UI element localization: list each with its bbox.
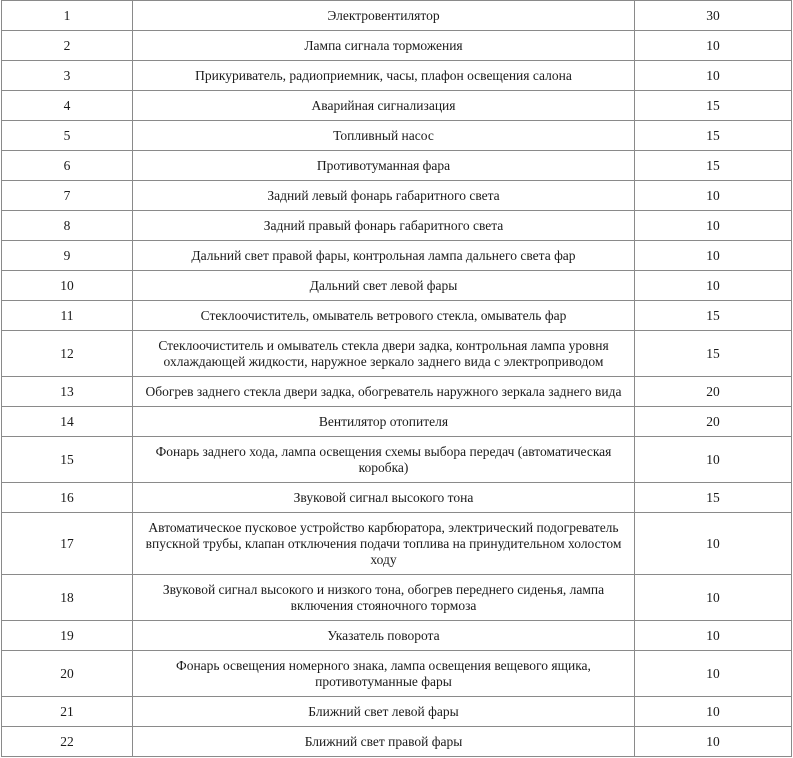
fuse-description: Прикуриватель, радиоприемник, часы, плафон освещения салона <box>133 61 635 91</box>
fuse-number: 5 <box>2 121 133 151</box>
table-row <box>2 483 792 513</box>
fuse-number: 12 <box>2 331 133 377</box>
fuse-description: Вентилятор отопителя <box>133 407 635 437</box>
fuse-rating: 30 <box>635 1 792 31</box>
fuse-number: 13 <box>2 377 133 407</box>
fuse-rating: 10 <box>635 211 792 241</box>
fuse-description: Автоматическое пусковое устройство карбюратора, электрический подогреватель впускной трубы, клапан отключения подачи топлива на принудительном холостом ходу <box>133 513 635 575</box>
table-row <box>2 61 792 91</box>
fuse-rating: 10 <box>635 651 792 697</box>
table-row <box>2 651 792 697</box>
fuse-rating: 15 <box>635 91 792 121</box>
table-row <box>2 575 792 621</box>
fuse-rating: 10 <box>635 271 792 301</box>
fuse-number: 3 <box>2 61 133 91</box>
fuse-rating: 10 <box>635 31 792 61</box>
fuse-number: 16 <box>2 483 133 513</box>
fuse-rating: 10 <box>635 513 792 575</box>
fuse-rating: 15 <box>635 331 792 377</box>
fuse-rating: 10 <box>635 61 792 91</box>
fuse-description: Фонарь заднего хода, лампа освещения схемы выбора передач (автоматическая коробка) <box>133 437 635 483</box>
fuse-description: Звуковой сигнал высокого тона <box>133 483 635 513</box>
fuse-description: Указатель поворота <box>133 621 635 651</box>
fuse-description: Электровентилятор <box>133 1 635 31</box>
fuse-description: Обогрев заднего стекла двери задка, обогреватель наружного зеркала заднего вида <box>133 377 635 407</box>
fuse-number: 8 <box>2 211 133 241</box>
table-row <box>2 727 792 757</box>
fuse-number: 18 <box>2 575 133 621</box>
table-row <box>2 1 792 31</box>
fuse-description: Задний левый фонарь габаритного света <box>133 181 635 211</box>
table-row <box>2 437 792 483</box>
table-row <box>2 513 792 575</box>
table-row <box>2 31 792 61</box>
fuse-rating: 10 <box>635 697 792 727</box>
table-row <box>2 621 792 651</box>
fuse-description: Звуковой сигнал высокого и низкого тона, обогрев переднего сиденья, лампа включения стояночного тормоза <box>133 575 635 621</box>
fuse-description: Противотуманная фара <box>133 151 635 181</box>
fuse-description: Аварийная сигнализация <box>133 91 635 121</box>
table-row <box>2 151 792 181</box>
fuse-number: 11 <box>2 301 133 331</box>
fuse-number: 21 <box>2 697 133 727</box>
table-row <box>2 211 792 241</box>
fuse-description: Лампа сигнала торможения <box>133 31 635 61</box>
fuse-table <box>1 0 792 757</box>
fuse-rating: 15 <box>635 151 792 181</box>
fuse-description: Дальний свет левой фары <box>133 271 635 301</box>
table-row <box>2 301 792 331</box>
fuse-rating: 20 <box>635 407 792 437</box>
fuse-rating: 10 <box>635 181 792 211</box>
table-row <box>2 377 792 407</box>
table-row <box>2 91 792 121</box>
fuse-number: 14 <box>2 407 133 437</box>
fuse-description: Стеклоочиститель, омыватель ветрового стекла, омыватель фар <box>133 301 635 331</box>
fuse-description: Фонарь освещения номерного знака, лампа освещения вещевого ящика, противотуманные фары <box>133 651 635 697</box>
table-row <box>2 181 792 211</box>
fuse-rating: 10 <box>635 241 792 271</box>
table-row <box>2 407 792 437</box>
fuse-number: 1 <box>2 1 133 31</box>
fuse-rating: 15 <box>635 121 792 151</box>
fuse-rating: 15 <box>635 301 792 331</box>
fuse-number: 17 <box>2 513 133 575</box>
fuse-number: 10 <box>2 271 133 301</box>
fuse-number: 2 <box>2 31 133 61</box>
fuse-rating: 10 <box>635 575 792 621</box>
table-row <box>2 121 792 151</box>
fuse-number: 20 <box>2 651 133 697</box>
fuse-number: 7 <box>2 181 133 211</box>
table-row <box>2 331 792 377</box>
fuse-description: Дальний свет правой фары, контрольная лампа дальнего света фар <box>133 241 635 271</box>
fuse-rating: 10 <box>635 621 792 651</box>
fuse-number: 22 <box>2 727 133 757</box>
table-row <box>2 271 792 301</box>
table-row <box>2 241 792 271</box>
fuse-rating: 20 <box>635 377 792 407</box>
fuse-number: 4 <box>2 91 133 121</box>
fuse-description: Ближний свет правой фары <box>133 727 635 757</box>
table-row <box>2 697 792 727</box>
fuse-number: 9 <box>2 241 133 271</box>
fuse-number: 19 <box>2 621 133 651</box>
fuse-description: Ближний свет левой фары <box>133 697 635 727</box>
fuse-rating: 10 <box>635 727 792 757</box>
fuse-rating: 15 <box>635 483 792 513</box>
fuse-number: 6 <box>2 151 133 181</box>
fuse-rating: 10 <box>635 437 792 483</box>
fuse-description: Топливный насос <box>133 121 635 151</box>
fuse-description: Задний правый фонарь габаритного света <box>133 211 635 241</box>
fuse-number: 15 <box>2 437 133 483</box>
fuse-description: Стеклоочиститель и омыватель стекла двери задка, контрольная лампа уровня охлаждающей жидкости, наружное зеркало заднего вида с электроприводом <box>133 331 635 377</box>
